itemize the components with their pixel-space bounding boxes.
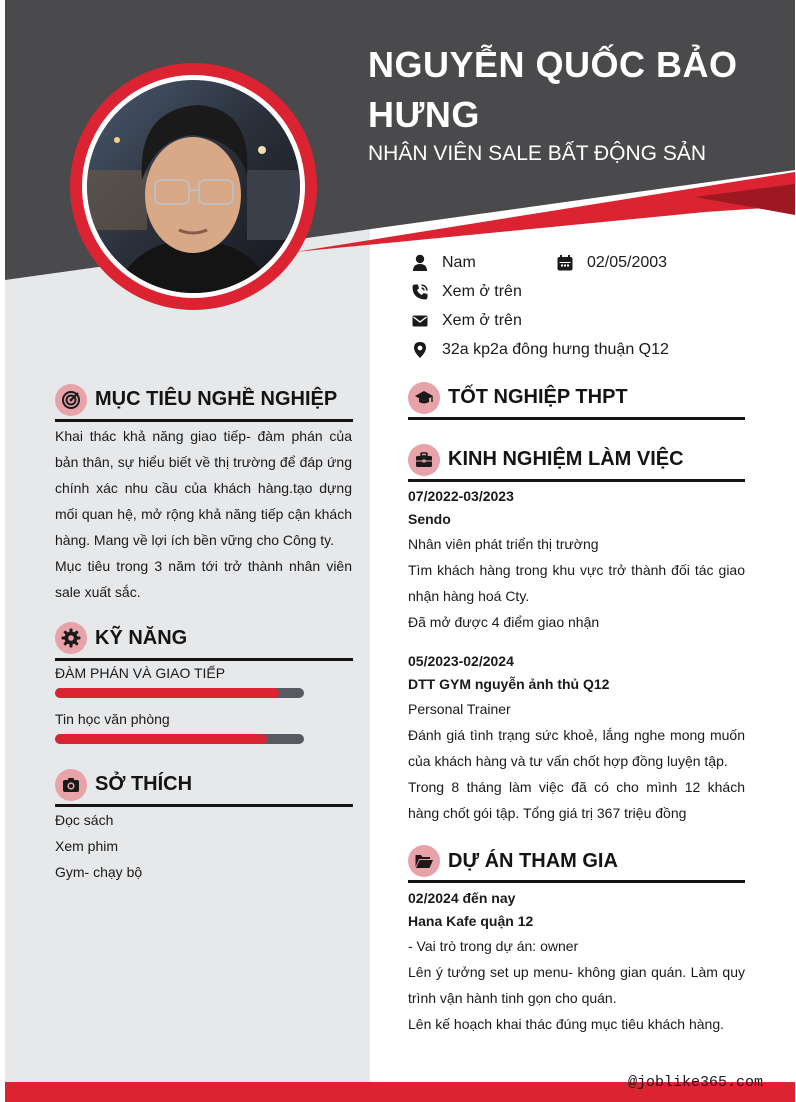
camera-icon [55,769,87,801]
job-description: Tìm khách hàng trong khu vực trở thành đối tác giao nhận hàng hoá Cty. [408,562,745,604]
job-role: Personal Trainer [408,701,511,717]
projects-title: DỰ ÁN THAM GIA [448,849,618,872]
skill-bar [55,688,304,698]
job-period: 05/2023-02/2024 [408,653,514,669]
watermark: @joblike365.com [628,1074,764,1091]
map-pin-icon [411,341,429,359]
email-text[interactable]: Xem ở trên [442,312,522,329]
education-section-header [408,378,745,420]
project-description: Lên kế hoạch khai thác đúng mục tiêu khách hàng. [408,1016,724,1032]
address-text: 32a kp2a đông hưng thuận Q12 [442,341,669,358]
education-title: TỐT NGHIỆP THPT [448,386,628,408]
skill-label: Tin học văn phòng [55,711,170,727]
objective-text: Khai thác khả năng giao tiếp- đàm phán của bản thân, sự hiểu biết về thị trường để đáp ứng chính xác nhu cầu của khách hàng.tạo dựng mối quan hệ, mở rộng khả năng tiếp cận khách hàng. Mang về lợi ích bền vững cho Công ty. [55,428,352,548]
briefcase-icon [408,444,440,476]
hobby-item: Gym- chạy bộ [55,864,143,880]
contact-birthdate [556,253,667,273]
hobby-item: Xem phim [55,838,119,854]
envelope-icon [411,312,429,330]
skill-label: ĐÀM PHÁN VÀ GIAO TIẾP [55,665,226,681]
calendar-icon [556,254,574,272]
skill-bar-fill [55,734,267,744]
experience-section-header [408,440,745,482]
contact-email [411,311,522,331]
contact-address [411,340,669,360]
project-description: Lên ý tưởng set up menu- không gian quán. Làm quy trình vận hành tinh gọn cho quán. [408,964,745,1006]
projects-section-header [408,842,745,883]
birthdate-text: 02/05/2003 [587,254,668,271]
hobby-item: Đọc sách [55,812,114,828]
contact-gender [411,253,476,273]
skills-title: KỸ NĂNG [95,626,188,649]
job-company: Sendo [408,511,451,527]
project-role: - Vai trò trong dự án: owner [408,938,579,954]
job-title: NHÂN VIÊN SALE BẤT ĐỘNG SẢN [368,142,707,165]
phone-text[interactable]: Xem ở trên [442,283,522,300]
user-icon [411,254,429,272]
project-period: 02/2024 đến nay [408,890,516,906]
hobbies-title: SỞ THÍCH [95,773,193,795]
job-period: 07/2022-03/2023 [408,488,514,504]
objective-section-header [55,380,353,422]
avatar [87,80,300,293]
objective-goal-text: Mục tiêu trong 3 năm tới trở thành nhân viên sale xuất sắc. [55,558,352,600]
project-name: Hana Kafe quận 12 [408,913,534,929]
job-description: Đã mở được 4 điểm giao nhận [408,614,600,630]
phone-icon [411,283,429,301]
job-company: DTT GYM nguyễn ảnh thủ Q12 [408,676,610,692]
folder-open-icon [408,845,440,877]
skills-section-header [55,618,353,661]
experience-title: KINH NGHIỆM LÀM VIỆC [448,448,684,470]
job-description: Đánh giá tình trạng sức khoẻ, lắng nghe mong muốn của khách hàng và tư vấn chốt hợp đồng luyện tập. [408,727,745,769]
contact-phone [411,282,522,302]
gender-text: Nam [442,254,476,271]
candidate-name: NGUYỄN QUỐC BẢO HƯNG [368,44,738,135]
graduation-cap-icon [408,382,440,414]
skill-bar [55,734,304,744]
objective-title: MỤC TIÊU NGHỀ NGHIỆP [95,388,338,410]
hobbies-section-header [55,765,353,807]
skill-bar-fill [55,688,279,698]
job-role: Nhân viên phát triển thị trường [408,536,599,552]
gear-icon [55,622,87,654]
target-icon [55,384,87,416]
job-description: Trong 8 tháng làm việc đã có cho mình 12 khách hàng chốt gói tập. Tổng giá trị 367 triệu đồng [408,779,745,821]
resume-page [5,0,795,1102]
